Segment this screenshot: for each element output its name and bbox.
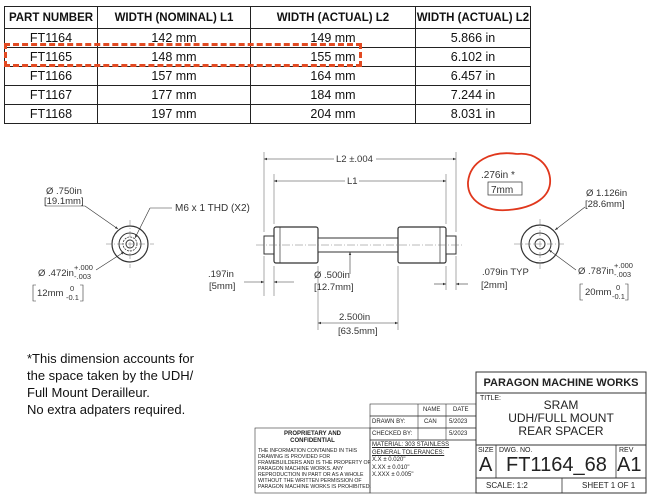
table-cell: 177 mm	[98, 86, 251, 105]
right-outer-dia-mm: [28.6mm]	[585, 199, 625, 210]
drawn-date: 5/2023	[449, 419, 468, 425]
dwg-number: FT1164_68	[506, 454, 607, 476]
title-line: UDH/FULL MOUNT	[508, 411, 614, 425]
left-inner-mm-tol-minus: -0.1	[66, 293, 79, 302]
material-text: MATERIAL: 303 STAINLESS	[372, 442, 450, 448]
note-line: No extra adpaters required.	[27, 402, 186, 417]
right-tol-minus: -.003	[614, 270, 632, 279]
proprietary-title-line: CONFIDENTIAL	[290, 438, 335, 444]
drawn-name: CAN	[424, 419, 437, 425]
proprietary-line: WITHOUT THE WRITTEN PERMISSION OF	[258, 478, 362, 484]
shaft-dia-mm-label: [12.7mm]	[314, 282, 354, 293]
proprietary-text	[258, 448, 371, 490]
body-len-label: 2.500in	[339, 312, 371, 323]
depth-mm-label: [5mm]	[209, 281, 236, 292]
material-tolerances	[372, 442, 449, 480]
left-inner-tol-minus: -.003	[74, 272, 92, 281]
header-part-number: PART NUMBER	[5, 7, 98, 29]
checked-date: 5/2023	[449, 431, 468, 437]
proprietary-title-line: PROPRIETARY AND	[283, 431, 341, 437]
right-tol-plus: +.000	[614, 261, 633, 270]
shaft-dia-label: Ø .500in	[314, 270, 350, 281]
title-line: SRAM	[543, 398, 579, 412]
table-cell: 204 mm	[251, 105, 416, 124]
table-cell: 184 mm	[251, 86, 416, 105]
proprietary-title	[255, 431, 370, 445]
name-header: NAME	[423, 407, 441, 413]
note-line: Full Mount Derailleur.	[27, 385, 150, 400]
tolerance-line: X.XX ± 0.010"	[372, 464, 410, 471]
right-mm-tol-plus: 0	[616, 283, 621, 292]
l2-label: L2 ±.004	[336, 154, 373, 165]
chamfer-mm-label: [2mm]	[481, 280, 508, 291]
size-value: A	[479, 454, 493, 476]
drawn-label: DRAWN BY:	[372, 419, 406, 425]
size-label: SIZE	[478, 447, 494, 454]
left-outer-dia-mm: [19.1mm]	[44, 196, 84, 207]
company-name: PARAGON MACHINE WORKS	[483, 377, 639, 389]
table-cell: 8.031 in	[416, 105, 531, 124]
table-cell: FT1165	[5, 48, 98, 67]
rev-label: REV	[619, 447, 634, 454]
depth-label: .197in	[208, 269, 234, 280]
starred-annotation	[468, 153, 550, 210]
left-inner-dia: Ø .472in	[38, 268, 74, 279]
table-cell: 157 mm	[98, 67, 251, 86]
annotation-value: .276in *	[481, 170, 515, 181]
body-len-mm-label: [63.5mm]	[338, 326, 378, 337]
table-cell: FT1167	[5, 86, 98, 105]
right-mm-tol-minus: -0.1	[612, 292, 625, 301]
right-inner-dia: Ø .787in	[578, 266, 614, 277]
checked-label: CHECKED BY:	[372, 431, 413, 437]
table-cell: 7.244 in	[416, 86, 531, 105]
dimension-note	[27, 350, 194, 418]
dwg-label: DWG. NO.	[499, 447, 533, 454]
drawing-title	[476, 399, 646, 438]
table-cell: 197 mm	[98, 105, 251, 124]
proprietary-line: DRAWING IS PROVIDED FOR	[258, 454, 331, 460]
table-cell: 155 mm	[251, 48, 416, 67]
table-cell: 149 mm	[251, 29, 416, 48]
proprietary-line: THE INFORMATION CONTAINED IN THIS	[258, 448, 358, 454]
l1-label: L1	[347, 176, 358, 187]
tolerance-line: X.XXX ± 0.005"	[372, 472, 414, 478]
header-width-nominal: WIDTH (NOMINAL) L1	[98, 7, 251, 29]
right-outer-dia: Ø 1.126in	[586, 188, 628, 199]
left-inner-mm: 12mm	[37, 288, 64, 299]
sheet-label: SHEET 1 OF 1	[582, 481, 636, 490]
left-inner-tol-plus: +.000	[74, 263, 93, 272]
thread-callout: M6 x 1 THD (X2)	[175, 203, 250, 214]
tolerance-header: GENERAL TOLERANCES:	[372, 449, 445, 456]
chamfer-label: .079in TYP	[482, 267, 529, 278]
left-inner-mm-tol-plus: 0	[70, 284, 75, 293]
scale-label: SCALE: 1:2	[486, 481, 528, 490]
annotation-value-mm: 7mm	[491, 185, 514, 196]
note-line: the space taken by the UDH/	[27, 368, 194, 383]
rev-value: A1	[617, 454, 642, 476]
tolerance-line: X.X ± 0.020"	[372, 457, 406, 463]
table-cell: 148 mm	[98, 48, 251, 67]
right-inner-mm: 20mm	[585, 287, 612, 298]
proprietary-line: REPRODUCTION IN PART OR AS A WHOLE	[258, 472, 364, 478]
table-cell: 6.457 in	[416, 67, 531, 86]
table-cell: 142 mm	[98, 29, 251, 48]
table-cell: 5.866 in	[416, 29, 531, 48]
date-header: DATE	[453, 407, 469, 413]
proprietary-line: PARAGON MACHINE WORKS IS PROHIBITED.	[258, 484, 371, 490]
note-line: *This dimension accounts for	[27, 351, 194, 366]
table-cell: 6.102 in	[416, 48, 531, 67]
proprietary-line: PARAGON MACHINE WORKS. ANY	[258, 466, 344, 472]
table-cell: 164 mm	[251, 67, 416, 86]
header-width-actual-in: WIDTH (ACTUAL) L2	[416, 7, 531, 29]
title-label: TITLE:	[480, 395, 502, 402]
title-line: REAR SPACER	[518, 424, 604, 438]
table-cell: FT1168	[5, 105, 98, 124]
left-outer-dia: Ø .750in	[46, 186, 82, 197]
table-cell: FT1164	[5, 29, 98, 48]
table-cell: FT1166	[5, 67, 98, 86]
header-width-actual-mm: WIDTH (ACTUAL) L2	[251, 7, 416, 29]
proprietary-line: FRAMEBUILDERS AND IS THE PROPERTY OF	[258, 460, 371, 466]
